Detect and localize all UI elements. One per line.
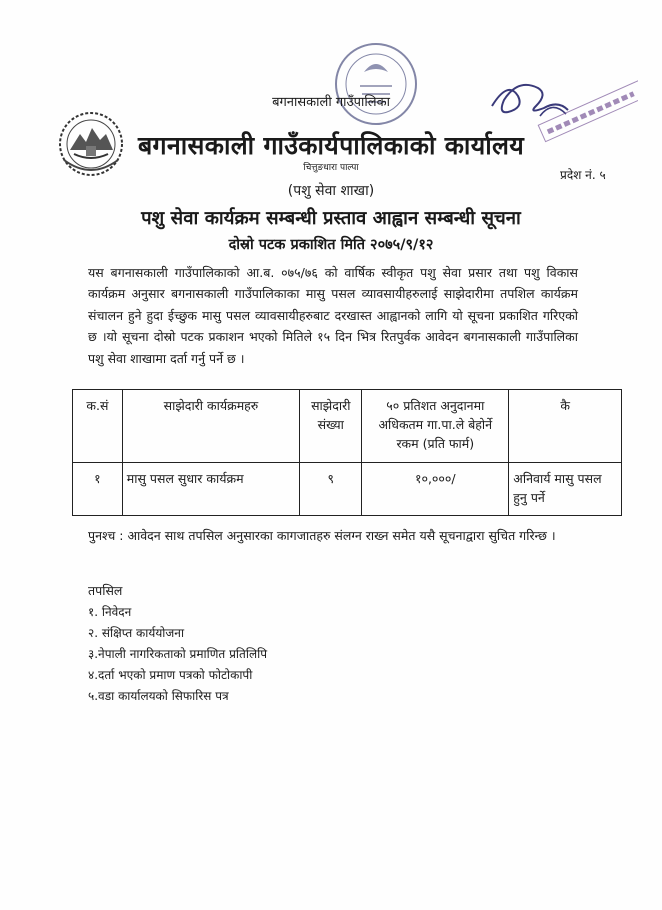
notice-title: पशु सेवा कार्यक्रम सम्बन्धी प्रस्ताव आह्वान सम्बन्धी सूचना — [141, 208, 521, 229]
municipality-name: बगनासकाली गाउँपालिका — [272, 95, 390, 110]
column-header: क.सं — [73, 390, 123, 463]
table-header-row — [73, 390, 622, 463]
publication-date: दोस्रो पटक प्रकाशित मिति २०७५/९/१२ — [228, 237, 434, 253]
column-header: ५० प्रतिशत अनुदानमा अधिकतम गा.पा.ले बेहोर्ने रकम (प्रति फार्म) — [362, 390, 509, 463]
branch-name: (पशु सेवा शाखा) — [287, 183, 375, 199]
table-cell: १०,०००/ — [362, 463, 509, 516]
column-header: कै — [509, 390, 622, 463]
program-table — [72, 389, 622, 516]
list-item: ३.नेपाली नागरिकताको प्रमाणित प्रतिलिपि — [88, 647, 268, 661]
postscript: पुनश्च : आवेदन साथ तपसिल अनुसारका कागजातहरु संलग्न राख्न समेत यसै सूचनाद्वारा सुचित गरिन्छ । — [88, 528, 556, 543]
list-item: १. निवेदन — [88, 605, 132, 619]
notice-body: यस बगनासकाली गाउँपालिकाको आ.ब. ०७५/७६ को वार्षिक स्वीकृत पशु सेवा प्रसार तथा पशु विकास कार्यक्रम अनुसार बगनासकाली गाउँपालिकाका मासु पसल व्यावसायीहरुलाई साझेदारीमा तपशिल कार्यक्रम संचालन हुने हुदा ईच्छुक मासु पसल व्यावसायीहरुबाट दरखास्त आह्वानको लागि यो सूचना प्रकाशित गरिएको छ ।यो सूचना दोस्रो पटक प्रकाशन भएको मितिले १५ दिन भित्र रितपुर्वक आवेदन बगनासकाली गाउँपालिका पशु सेवा शाखामा दर्ता गर्नु पर्ने छ । — [88, 265, 578, 366]
list-item: ५.वडा कार्यालयको सिफारिस पत्र — [88, 689, 229, 703]
list-item: ४.दर्ता भएको प्रमाण पत्रको फोटोकापी — [88, 668, 253, 682]
office-stamp-icon — [330, 40, 422, 128]
attachments-heading: तपसिल — [88, 583, 123, 598]
province-number: प्रदेश नं. ५ — [560, 168, 606, 182]
office-address: चित्तुङधारा पाल्पा — [303, 163, 359, 173]
column-header: साझेदारी कार्यक्रमहरु — [122, 390, 299, 463]
table-cell: १ — [73, 463, 123, 516]
attachments-list — [88, 602, 267, 707]
office-title: बगनासकाली गाउँकार्यपालिकाको कार्यालय — [137, 131, 525, 160]
column-header: साझेदारी संख्या — [300, 390, 362, 463]
table-cell: मासु पसल सुधार कार्यक्रम — [122, 463, 299, 516]
table-row — [73, 463, 622, 516]
table-cell: ९ — [300, 463, 362, 516]
table-cell: अनिवार्य मासु पसल हुनु पर्ने — [509, 463, 622, 516]
list-item: २. संक्षिप्त कार्ययोजना — [88, 626, 185, 640]
